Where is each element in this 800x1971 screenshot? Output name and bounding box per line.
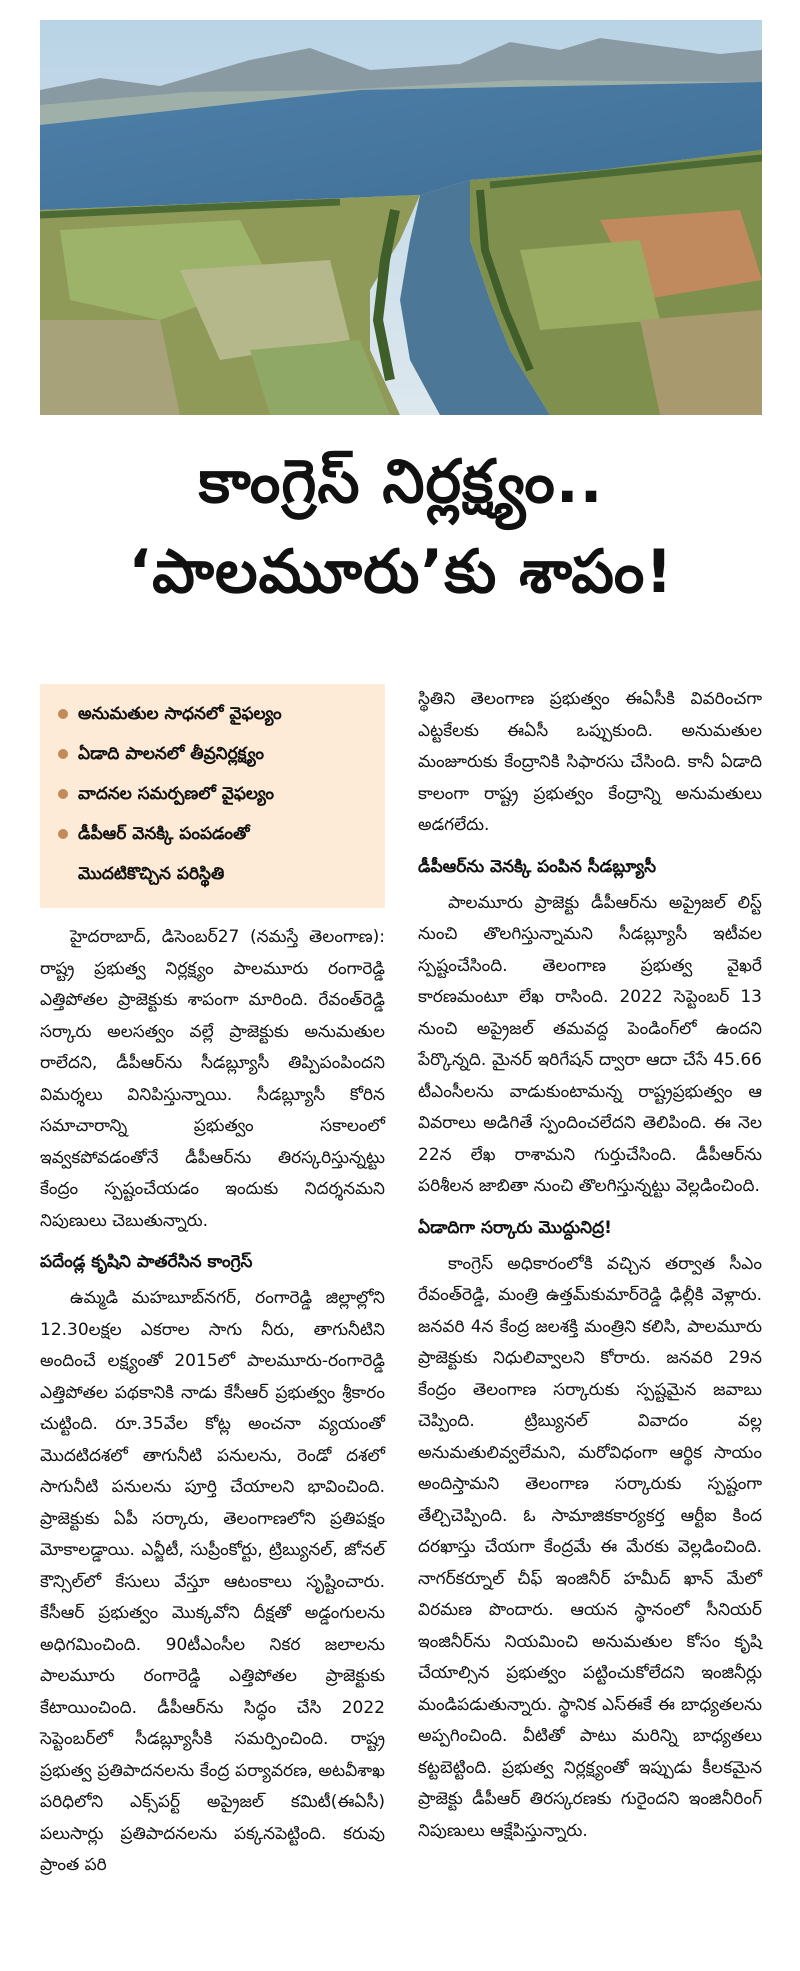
headline-line-2: ‘పాలమూరు’కు శాపం!	[128, 537, 674, 607]
highlight-item	[54, 814, 373, 854]
intro-paragraph: హైదరాబాద్, డిసెంబర్27 (నమస్తే తెలంగాణ): రాష్ట్ర ప్రభుత్వ నిర్లక్ష్యం పాలమూరు రంగారెడ్డి ఎత్తిపోతల ప్రాజెక్టుకు శాపంగా మారింది. రేవంత్‌రెడ్డి సర్కారు అలసత్వం వల్లే ప్రాజెక్టుకు అనుమతుల రాలేదని, డీపీఆర్‌ను సీడబ్ల్యూసీ తిప్పిపంపిందని విమర్శలు వినిపిస్తున్నాయి. సీడబ్ల్యూసీ కోరిన సమాచారాన్ని ప్రభుత్వం సకాలంలో ఇవ్వకపోవడంతోనే డీపీఆర్‌ను తిరస్కరిస్తున్నట్టు కేంద్రం స్పష్టంచేయడం ఇందుకు నిదర్శనమని నిపుణులు చెబుతున్నారు.	[40, 927, 385, 1231]
photo-illustration	[40, 20, 762, 415]
subheading: డీపీఆర్‌ను వెనక్కి పంపిన సీడబ్ల్యూసీ	[418, 856, 657, 877]
body-paragraph: స్థితిని తెలంగాణ ప్రభుత్వం ఈఏసీకి వివరించగా ఎట్టకేలకు ఈఏసీ ఒప్పుకుంది. అనుమతుల మంజూరుకు కేంద్రానికి సిఫారసు చేసింది. కానీ ఏడాది కాలంగా రాష్ట్ర ప్రభుత్వం కేంద్రాన్ని అనుమతులు అడగలేదు.	[418, 689, 762, 835]
highlight-continuation: మొదటికొచ్చిన పరిస్థితి	[78, 864, 225, 884]
bullet-icon	[58, 829, 68, 839]
subheading: పదేండ్ల కృషిని పాతరేసిన కాంగ్రెస్	[40, 1252, 253, 1272]
highlight-item	[54, 774, 373, 814]
bullet-icon	[58, 749, 68, 759]
bullet-icon	[58, 709, 68, 719]
highlight-item	[54, 734, 373, 774]
bullet-icon	[58, 789, 68, 799]
right-column	[418, 684, 762, 1847]
headline	[40, 440, 762, 620]
body-paragraph: పాలమూరు ప్రాజెక్టు డీపీఆర్‌ను అప్రైజల్ లిస్ట్ నుంచి తొలగిస్తున్నామని సీడబ్ల్యూసీ ఇటీవల స్పష్టంచేసింది. తెలంగాణ ప్రభుత్వ వైఖరే కారణమంటూ లేఖ రాసింది. 2022 సెప్టెంబర్ 13 నుంచి అప్రైజల్ తమవద్ద పెండింగ్‌లో ఉందని పేర్కొన్నది. మైనర్ ఇరిగేషన్ ద్వారా ఆదా చేసే 45.66 టీఎంసీలను వాడుకుంటామన్న రాష్ట్రప్రభుత్వం ఆ వివరాలు అడిగితే స్పందించలేదని తెలిపింది. ఈ నెల 22న లేఖ రాశామని గుర్తుచేసింది. డీపీఆర్‌ను పరిశీలన జాబితా నుంచి తొలగిస్తున్నట్టు వెల్లడించింది.	[418, 892, 762, 1196]
highlight-text: డీపీఆర్ వెనక్కి పంపడంతో	[78, 824, 250, 844]
aerial-reservoir-photo	[40, 20, 762, 415]
body-paragraph: ఉమ్మడి మహబూబ్‌నగర్, రంగారెడ్డి జిల్లాల్లోని 12.30లక్షల ఎకరాల సాగు నీరు, తాగునీటిని అందించే లక్ష్యంతో 2015లో పాలమూరు-రంగారెడ్డి ఎత్తిపోతల పథకానికి నాడు కేసీఆర్ ప్రభుత్వం శ్రీకారం చుట్టింది. రూ.35వేల కోట్ల అంచనా వ్యయంతో మొదటిదశలో తాగునీటి పనులను, రెండో దశలో సాగునీటి పనులను పూర్తి చేయాలని భావించింది. ప్రాజెక్టుకు ఏపీ సర్కారు, తెలంగాణలోని ప్రతిపక్షం మోకాలడ్డాయి. ఎన్జీటీ, సుప్రీంకోర్టు, ట్రిబ్యునల్, జోనల్ కౌన్సిల్‌లో కేసులు వేస్తూ ఆటంకాలు సృష్టించారు. కేసీఆర్ ప్రభుత్వం మొక్కవోని దీక్షతో అడ్డంగులను అధిగమించింది. 90టీఎంసీల నికర జలాలను పాలమూరు రంగారెడ్డి ఎత్తిపోతల ప్రాజెక్టుకు కేటాయించింది. డీపీఆర్‌ను సిద్ధం చేసి 2022 సెప్టెంబర్‌లో సీడబ్ల్యూసీకి సమర్పించింది. రాష్ట్ర ప్రభుత్వ ప్రతిపాదనలను కేంద్ర పర్యావరణ, అటవీశాఖ పరిధిలోని ఎక్స్‌పర్ట్ అప్రైజల్ కమిటీ(ఈఏసీ) పలుసార్లు ప్రతిపాదనలను పక్కనపెట్టింది. కరువు ప్రాంత పరి	[40, 1288, 385, 1875]
highlight-item	[54, 694, 373, 734]
highlight-text: ఏడాది పాలనలో తీవ్రనిర్లక్ష్యం	[78, 744, 264, 764]
highlight-box	[40, 684, 385, 908]
left-column	[40, 684, 385, 1882]
body-paragraph: కాంగ్రెస్ అధికారంలోకి వచ్చిన తర్వాత సీఎం రేవంత్‌రెడ్డి, మంత్రి ఉత్తమ్‌కుమార్‌రెడ్డి ఢిల్లీకి వెళ్లారు. జనవరి 4న కేంద్ర జలశక్తి మంత్రిని కలిసి, పాలమూరు ప్రాజెక్టుకు నిధులివ్వాలని కోరారు. జనవరి 29న కేంద్రం తెలంగాణ సర్కారుకు స్పష్టమైన జవాబు చెప్పింది. ట్రిబ్యునల్ వివాదం వల్ల అనుమతులివ్వలేమని, మరోవిధంగా ఆర్థిక సాయం అందిస్తామని తెలంగాణ సర్కారుకు స్పష్టంగా తేల్చిచెప్పింది. ఓ సామాజికకార్యకర్త ఆర్టీఐ కింద దరఖాస్తు చేయగా కేంద్రమే ఈ మేరకు వెల్లడించింది. నాగర్‌కర్నూల్ చీఫ్ ఇంజినీర్ హమీద్ ఖాన్ మేలో విరమణ పొందారు. ఆయన స్థానంలో సీనియర్ ఇంజినీర్‌ను నియమించి అనుమతుల కోసం కృషి చేయాల్సిన ప్రభుత్వం పట్టించుకోలేదని ఇంజినీర్లు మండిపడుతున్నారు. స్థానిక ఎస్‌ఈకే ఈ బాధ్యతలను అప్పగించింది. వీటితో పాటు మరిన్ని బాధ్యతలు కట్టబెట్టింది. ప్రభుత్వ నిర్లక్ష్యంతో ఇప్పుడు కీలకమైన ప్రాజెక్టు డీపీఆర్ తిరస్కరణకు గురైందని ఇంజినీరింగ్ నిపుణులు ఆక్షేపిస్తున్నారు.	[418, 1253, 762, 1841]
highlight-text: అనుమతుల సాధనలో వైఫల్యం	[78, 704, 282, 724]
headline-line-1: కాంగ్రెస్ నిర్లక్ష్యం..	[198, 447, 604, 517]
highlight-text: వాదనల సమర్పణలో వైఫల్యం	[78, 784, 274, 804]
subheading: ఏడాదిగా సర్కారు మొద్దునిద్ర!	[418, 1217, 612, 1238]
